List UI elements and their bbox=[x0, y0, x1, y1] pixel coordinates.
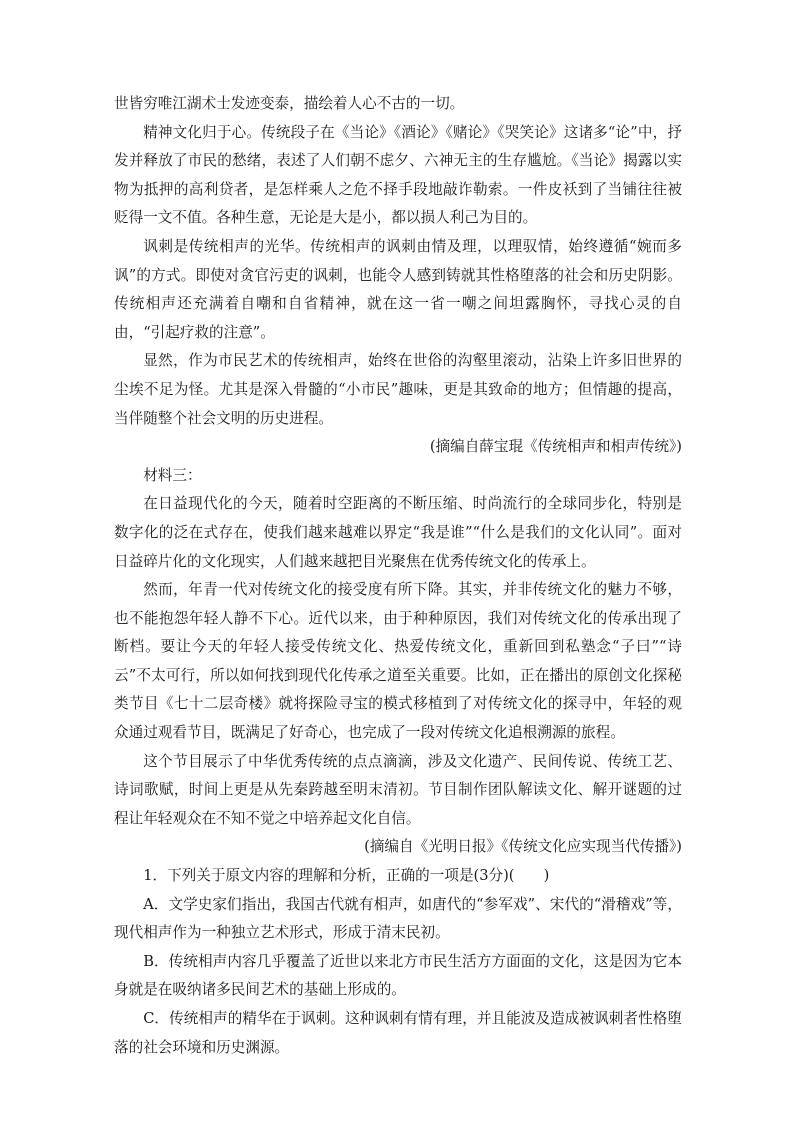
source-citation: (摘编自薛宝琨《传统相声和相声传统》) bbox=[429, 438, 682, 456]
question-option-c: C．传统相声的精华在于讽刺。这种讽刺有情有理，并且能波及造成被讽刺者性格堕落的社会环境和历史渊源。 bbox=[114, 1010, 682, 1056]
paragraph: 精神文化归于心。传统段子在《当论》《酒论》《赌论》《哭笑论》这诸多“论”中，抒发并释放了市民的愁绪，表述了人们朝不虑夕、六神无主的生存尴尬。《当论》揭露以实物为抵押的高利贷者，是怎样乘人之危不择手段地敲诈勒索。一件皮袄到了当铺往往被贬得一文不值。各种生意，无论是大是小，都以损人利己为目的。 bbox=[114, 123, 682, 227]
paragraph: 在日益现代化的今天，随着时空距离的不断压缩、时尚流行的全球同步化，特别是数字化的泛在式存在，使我们越来越难以界定“我是谁”“什么是我们的文化认同”。面对日益碎片化的文化现实，人们越来越把目光聚焦在优秀传统文化的传承上。 bbox=[114, 495, 682, 570]
question-option-a: A．文学史家们指出，我国古代就有相声，如唐代的“参军戏”、宋代的“滑稽戏”等，现代相声作为一种独立艺术形式，形成于清末民初。 bbox=[114, 895, 682, 942]
paragraph: 然而，年青一代对传统文化的接受度有所下降。其实，并非传统文化的魅力不够，也不能抱怨年轻人静不下心。近代以来，由于种种原因，我们对传统文化的传承出现了断档。要让今天的年轻人接受传统文化、热爱传统文化，重新回到私塾念“子曰”“诗云”不太可行，所以如何找到现代化传承之道至关重要。比如，正在播出的原创文化探秘类节目《七十二层奇楼》就将探险寻宝的模式移植到了对传统文化的探寻中，年轻的观众通过观看节目，既满足了好奇心，也完成了一段对传统文化追根溯源的旅程。 bbox=[114, 581, 682, 742]
paragraph: 讽刺是传统相声的光华。传统相声的讽刺由情及理，以理驭情，始终遵循“婉而多讽”的方式。即使对贪官污吏的讽刺，也能令人感到铸就其性格堕落的社会和历史阴影。传统相声还充满着自嘲和自省精神，就在这一省一嘲之间坦露胸怀，寻找心灵的自由，“引起疗救的注意”。 bbox=[114, 237, 682, 341]
section-label: 材料三： bbox=[143, 466, 202, 484]
source-citation: (摘编自《光明日报》《传统文化应实现当代传播》) bbox=[364, 838, 682, 856]
paragraph: 显然，作为市民艺术的传统相声，始终在世俗的沟壑里滚动，沾染上许多旧世界的尘埃不足为怪。尤其是深入骨髓的“小市民”趣味，更是其致命的地方；但情趣的提高，当伴随整个社会文明的历史进程。 bbox=[114, 352, 682, 427]
question-option-b: B．传统相声内容几乎覆盖了近世以来北方市民生活方方面面的文化，这是因为它本身就是在吸纳诸多民间艺术的基础上形成的。 bbox=[114, 952, 682, 999]
question-stem: 1．下列关于原文内容的理解和分析，正确的一项是(3分)( ) bbox=[143, 867, 550, 885]
paragraph: 世皆穷唯江湖术士发迹变泰，描绘着人心不古的一切。 bbox=[114, 95, 465, 112]
document-page bbox=[114, 90, 682, 1062]
paragraph: 这个节目展示了中华优秀传统的点点滴滴，涉及文化遗产、民间传说、传统工艺、诗词歌赋，时间上更是从先秦跨越至明末清初。节目制作团队解读文化、解开谜题的过程让年轻观众在不知不觉之中培养起文化自信。 bbox=[114, 752, 682, 827]
